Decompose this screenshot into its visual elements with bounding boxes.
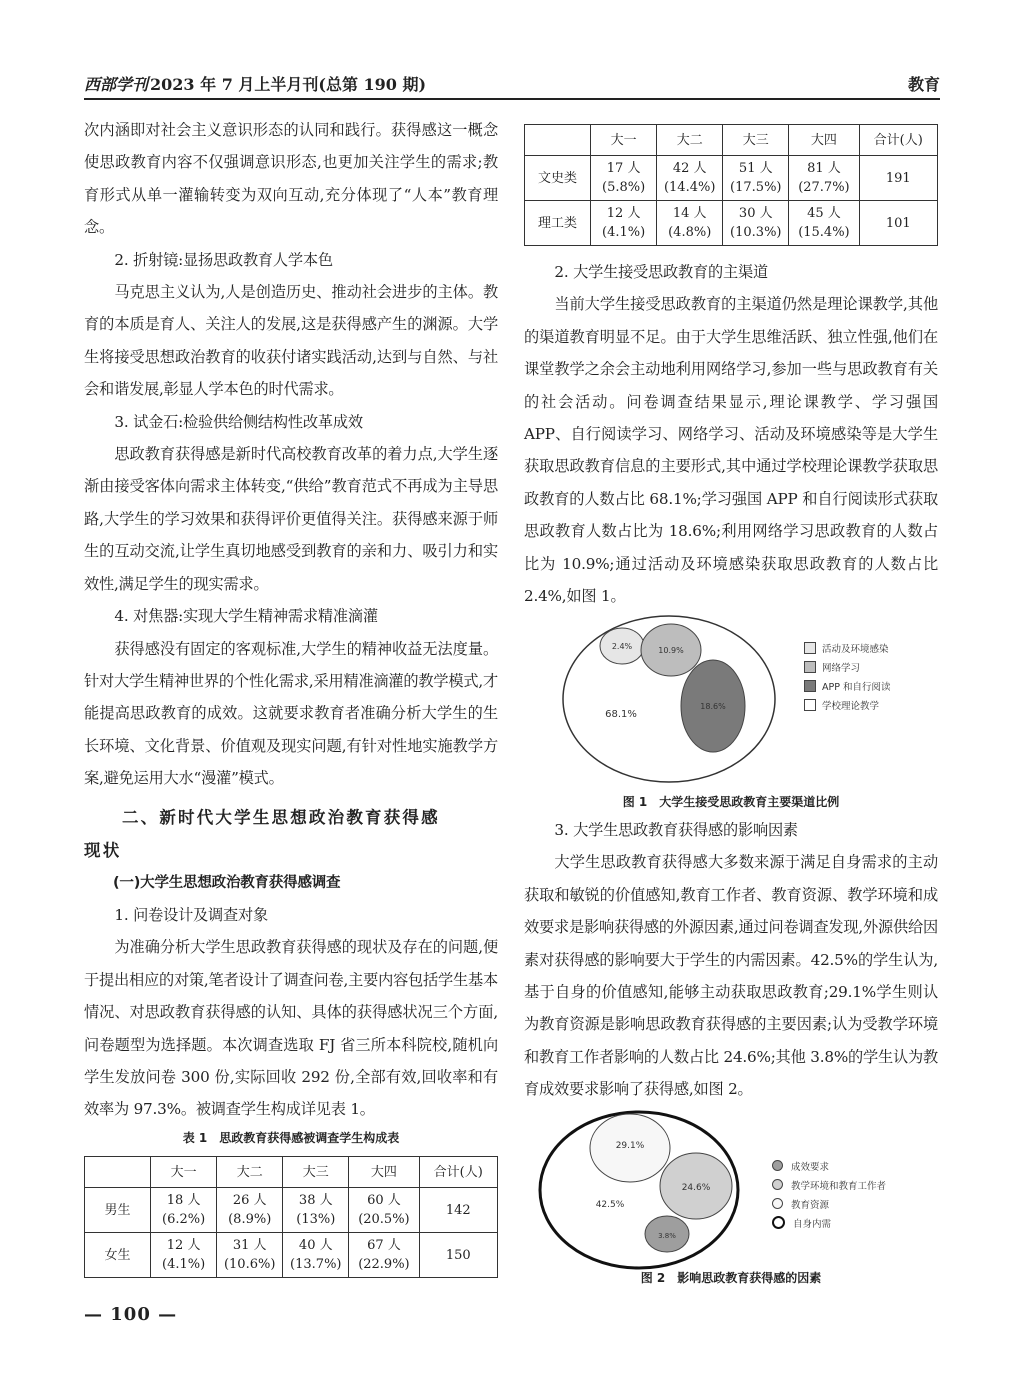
table1-continued-block [524, 124, 938, 246]
data-label: 29.1% [615, 1141, 645, 1151]
section-name: 教育 [907, 75, 940, 94]
table-cell: 42 人 (14.4%) [657, 156, 723, 201]
legend-item [772, 1213, 886, 1232]
legend-marker [772, 1179, 783, 1190]
data-label: 3.8% [658, 1232, 676, 1240]
table-cell: 女生 [85, 1233, 151, 1278]
table-cell: 101 [859, 201, 937, 246]
table-cell: 60 人 (20.5%) [349, 1188, 419, 1233]
table-header-cell: 大二 [217, 1157, 283, 1188]
table-header-cell: 合计(人) [859, 125, 937, 156]
table-cell: 51 人 (17.5%) [723, 156, 789, 201]
paragraph: 获得感没有固定的客观标准,大学生的精神收益无法度量。针对大学生精神世界的个性化需求,采用精准滴灌的教学模式,才能提高思政教育的成效。这就要求教育者准确分析大学生的生长环境、文化背景、价值观及现实问题,有针对性地实施教学方案,避免运用大水“漫灌”模式。 [84, 639, 498, 788]
legend-label: 教育资源 [791, 1199, 830, 1211]
data-label: 24.6% [681, 1183, 711, 1193]
table-cell: 文史类 [525, 156, 591, 201]
table-header-cell: 大四 [349, 1157, 419, 1188]
table-cell: 81 人 (27.7%) [789, 156, 859, 201]
table-header-cell: 大三 [283, 1157, 349, 1188]
issue-text: 2023 年 7 月上半月刊(总第 190 期) [150, 75, 427, 94]
legend-item [772, 1194, 886, 1213]
data-label: 2.4% [611, 642, 633, 651]
legend-swatch [804, 642, 816, 654]
table-cell: 150 [419, 1233, 497, 1278]
legend-label: 活动及环境感染 [822, 643, 889, 655]
data-label: 42.5% [595, 1200, 625, 1210]
data-label: 18.6% [700, 702, 726, 711]
left-column [84, 114, 498, 1126]
heading: 现状 [84, 840, 122, 860]
legend-label: APP 和自行阅读 [822, 681, 891, 693]
paragraph: 次内涵即对社会主义意识形态的认同和践行。获得感这一概念使思政教育内容不仅强调意识形态,也更加关注学生的需求;教育形式从单一灌输转变为双向互动,充分体现了“人本”教育理念。 [84, 121, 498, 237]
heading: 2. 大学生接受思政教育的主渠道 [554, 263, 768, 281]
table-cell: 12 人 (4.1%) [151, 1233, 217, 1278]
right-column-a [524, 256, 938, 612]
running-header [84, 68, 940, 100]
heading: 2. 折射镜:显扬思政教育人学本色 [114, 250, 333, 269]
legend-item [772, 1156, 886, 1175]
table-header-cell: 大一 [591, 125, 657, 156]
page-number: — 100 — [84, 1304, 178, 1325]
legend-item [804, 676, 890, 695]
paragraph: 思政教育获得感是新时代高校教育改革的着力点,大学生逐渐由接受客体向需求主体转变,“供给”教育范式不再成为主导思路,大学生的学习效果和获得评价更值得关注。获得感来源于师生的互动交流,让学生真切地感受到教育的亲和力、吸引力和实效性,满足学生的现实需求。 [84, 445, 498, 593]
heading: 3. 试金石:检验供给侧结构性改革成效 [114, 412, 363, 431]
table-header-cell: 大三 [723, 125, 789, 156]
table-cell: 18 人 (6.2%) [151, 1188, 217, 1233]
table1-block [84, 1128, 498, 1278]
table-cell: 理工类 [525, 201, 591, 246]
table-cell: 40 人 (13.7%) [283, 1233, 349, 1278]
table-header-cell: 大四 [789, 125, 859, 156]
heading: 二、新时代大学生思想政治教育获得感 [121, 807, 440, 827]
legend-item [804, 638, 890, 657]
legend-swatch [804, 661, 816, 673]
table-header-cell: 大二 [657, 125, 723, 156]
figure2 [524, 1110, 938, 1292]
table-header-cell: 合计(人) [419, 1157, 497, 1188]
heading: 4. 对焦器:实现大学生精神需求精准滴灌 [114, 607, 378, 626]
paragraph: 马克思主义认为,人是创造历史、推动社会进步的主体。教育的本质是育人、关注人的发展,这是获得感产生的渊源。大学生将接受思想政治教育的收获付诸实践活动,达到与自然、与社会和谐发展,彰显人学本色的时代需求。 [84, 283, 498, 399]
table-cell: 12 人 (4.1%) [591, 201, 657, 246]
journal-logo: 西部学刊 [84, 75, 149, 94]
table-row [525, 201, 938, 246]
table-row [85, 1188, 498, 1233]
figure1-legend [804, 638, 890, 714]
legend-label: 成效要求 [791, 1161, 830, 1173]
table-cell: 31 人 (10.6%) [217, 1233, 283, 1278]
legend-marker [772, 1198, 783, 1209]
table-header-row [525, 125, 938, 156]
table-header-cell [525, 125, 591, 156]
table-row [85, 1233, 498, 1278]
table-row [525, 156, 938, 201]
journal-issue [84, 72, 426, 95]
table-cell: 14 人 (4.8%) [657, 201, 723, 246]
heading: 1. 问卷设计及调查对象 [114, 905, 268, 924]
figure1 [524, 614, 938, 814]
data-label: 68.1% [605, 709, 637, 720]
legend-swatch [804, 699, 816, 711]
table-cell: 男生 [85, 1188, 151, 1233]
table-cell: 45 人 (15.4%) [789, 201, 859, 246]
table-cell: 67 人 (22.9%) [349, 1233, 419, 1278]
legend-marker [772, 1216, 785, 1229]
paragraph: 大学生思政教育获得感大多数来源于满足自身需求的主动获取和敏锐的价值感知,教育工作者、教育资源、教学环境和成效要求是影响获得感的外源因素,通过问卷调查发现,外源供给因素对获得感的影响要大于学生的内需因素。42.5%的学生认为,基于自身的价值感知,能够主动获取思政教育;29.1%学生则认为教育资源是影响思政教育获得感的主要因素;认为受教学环境和教育工作者影响的人数占比 24.6%;其他 3.8%的学生认为教育成效要求影响了获得感,如图 2。 [524, 853, 938, 1099]
table-cell: 142 [419, 1188, 497, 1233]
paragraph: 为准确分析大学生思政教育获得感的现状及存在的问题,便于提出相应的对策,笔者设计了调查问卷,主要内容包括学生基本情况、对思政教育获得感的认知、具体的获得感状况三个方面,问卷题型为选择题。本次调查选取 FJ 省三所本科院校,随机向学生发放问卷 300 份,实际回收 292 份,全部有效,回收率和有效率为 97.3%。被调查学生构成详见表 1。 [84, 938, 498, 1119]
legend-label: 网络学习 [822, 662, 861, 674]
legend-marker [772, 1160, 783, 1171]
legend-item [804, 695, 890, 714]
table-cell: 26 人 (8.9%) [217, 1188, 283, 1233]
legend-label: 自身内需 [793, 1218, 832, 1230]
table-header-row [85, 1157, 498, 1188]
legend-item [804, 657, 890, 676]
heading: 3. 大学生思政教育获得感的影响因素 [554, 821, 798, 839]
legend-label: 教学环境和教育工作者 [791, 1180, 887, 1192]
heading: (一)大学生思想政治教育获得感调查 [113, 874, 341, 891]
table-cell: 30 人 (10.3%) [723, 201, 789, 246]
table1-caption: 表 1 思政教育获得感被调查学生构成表 [182, 1131, 400, 1145]
legend-swatch [804, 680, 816, 692]
table-cell: 191 [859, 156, 937, 201]
legend-item [772, 1175, 886, 1194]
table1-continued [524, 124, 938, 246]
table-header-cell: 大一 [151, 1157, 217, 1188]
figure1-caption: 图 1 大学生接受思政教育主要渠道比例 [622, 795, 840, 809]
figure2-legend [772, 1156, 886, 1232]
right-column-b [524, 814, 938, 1106]
legend-label: 学校理论教学 [822, 700, 880, 712]
table1 [84, 1156, 498, 1278]
table-cell: 38 人 (13%) [283, 1188, 349, 1233]
paragraph: 当前大学生接受思政教育的主渠道仍然是理论课教学,其他的渠道教育明显不足。由于大学生思维活跃、独立性强,他们在课堂教学之余会主动地利用网络学习,参加一些与思政教育有关的社会活动。问卷调查结果显示,理论课教学、学习强国 APP、自行阅读学习、网络学习、活动及环境感染等是大学生获取思政教育信息的主要形式,其中通过学校理论课教学获取思政教育的人数占比 68.1%;学习强国 APP 和自行阅读形式获取思政教育人数占比为 18.6%;利用网络学习思政教育的人数占比为 10.9%;通过活动及环境感染获取思政教育的人数占比 2.4%,如图 1。 [524, 295, 938, 606]
figure2-caption: 图 2 影响思政教育获得感的因素 [640, 1271, 822, 1285]
data-label: 10.9% [658, 646, 684, 655]
table-cell: 17 人 (5.8%) [591, 156, 657, 201]
table-header-cell [85, 1157, 151, 1188]
